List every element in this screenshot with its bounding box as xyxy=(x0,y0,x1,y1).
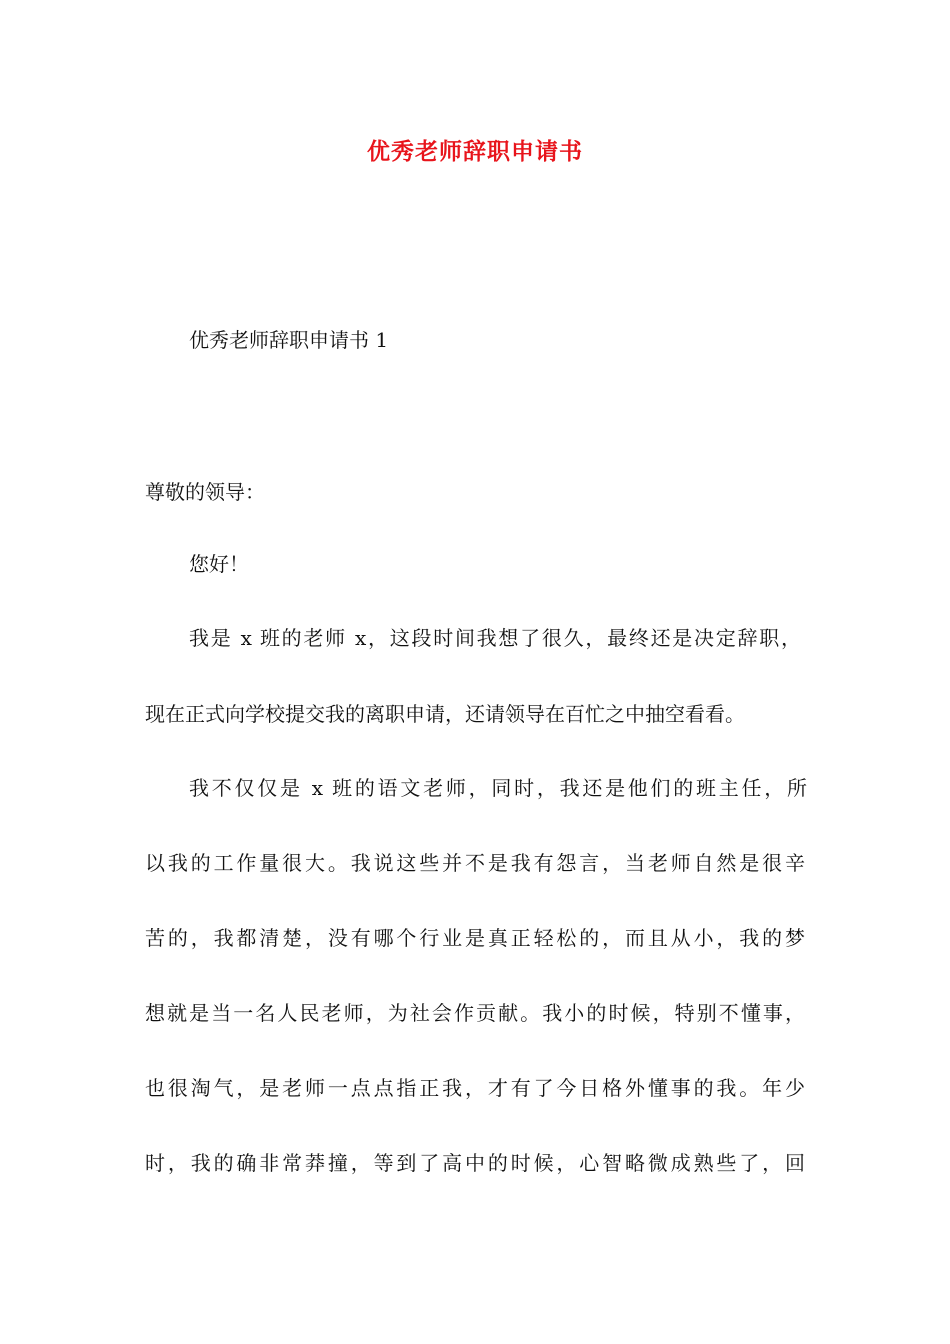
paragraph-line: 我是 x 班的老师 x，这段时间我想了很久，最终还是决定辞职， xyxy=(189,626,801,650)
section-heading: 优秀老师辞职申请书 1 xyxy=(189,328,389,352)
greeting: 您好！ xyxy=(189,552,249,576)
salutation: 尊敬的领导： xyxy=(145,480,265,504)
paragraph-line: 想就是当一名人民老师，为社会作贡献。我小的时候，特别不懂事， xyxy=(145,1001,805,1025)
paragraph-line: 苦的，我都清楚，没有哪个行业是真正轻松的，而且从小，我的梦 xyxy=(145,926,805,950)
paragraph-line: 时，我的确非常莽撞，等到了高中的时候，心智略微成熟些了，回 xyxy=(145,1151,805,1175)
document-title: 优秀老师辞职申请书 xyxy=(367,138,583,165)
paragraph-line: 现在正式向学校提交我的离职申请，还请领导在百忙之中抽空看看。 xyxy=(145,702,745,726)
paragraph-line: 我不仅仅是 x 班的语文老师，同时，我还是他们的班主任，所 xyxy=(189,776,807,800)
paragraph-line: 以我的工作量很大。我说这些并不是我有怨言，当老师自然是很辛 xyxy=(145,851,805,875)
paragraph-line: 也很淘气，是老师一点点指正我，才有了今日格外懂事的我。年少 xyxy=(145,1076,805,1100)
